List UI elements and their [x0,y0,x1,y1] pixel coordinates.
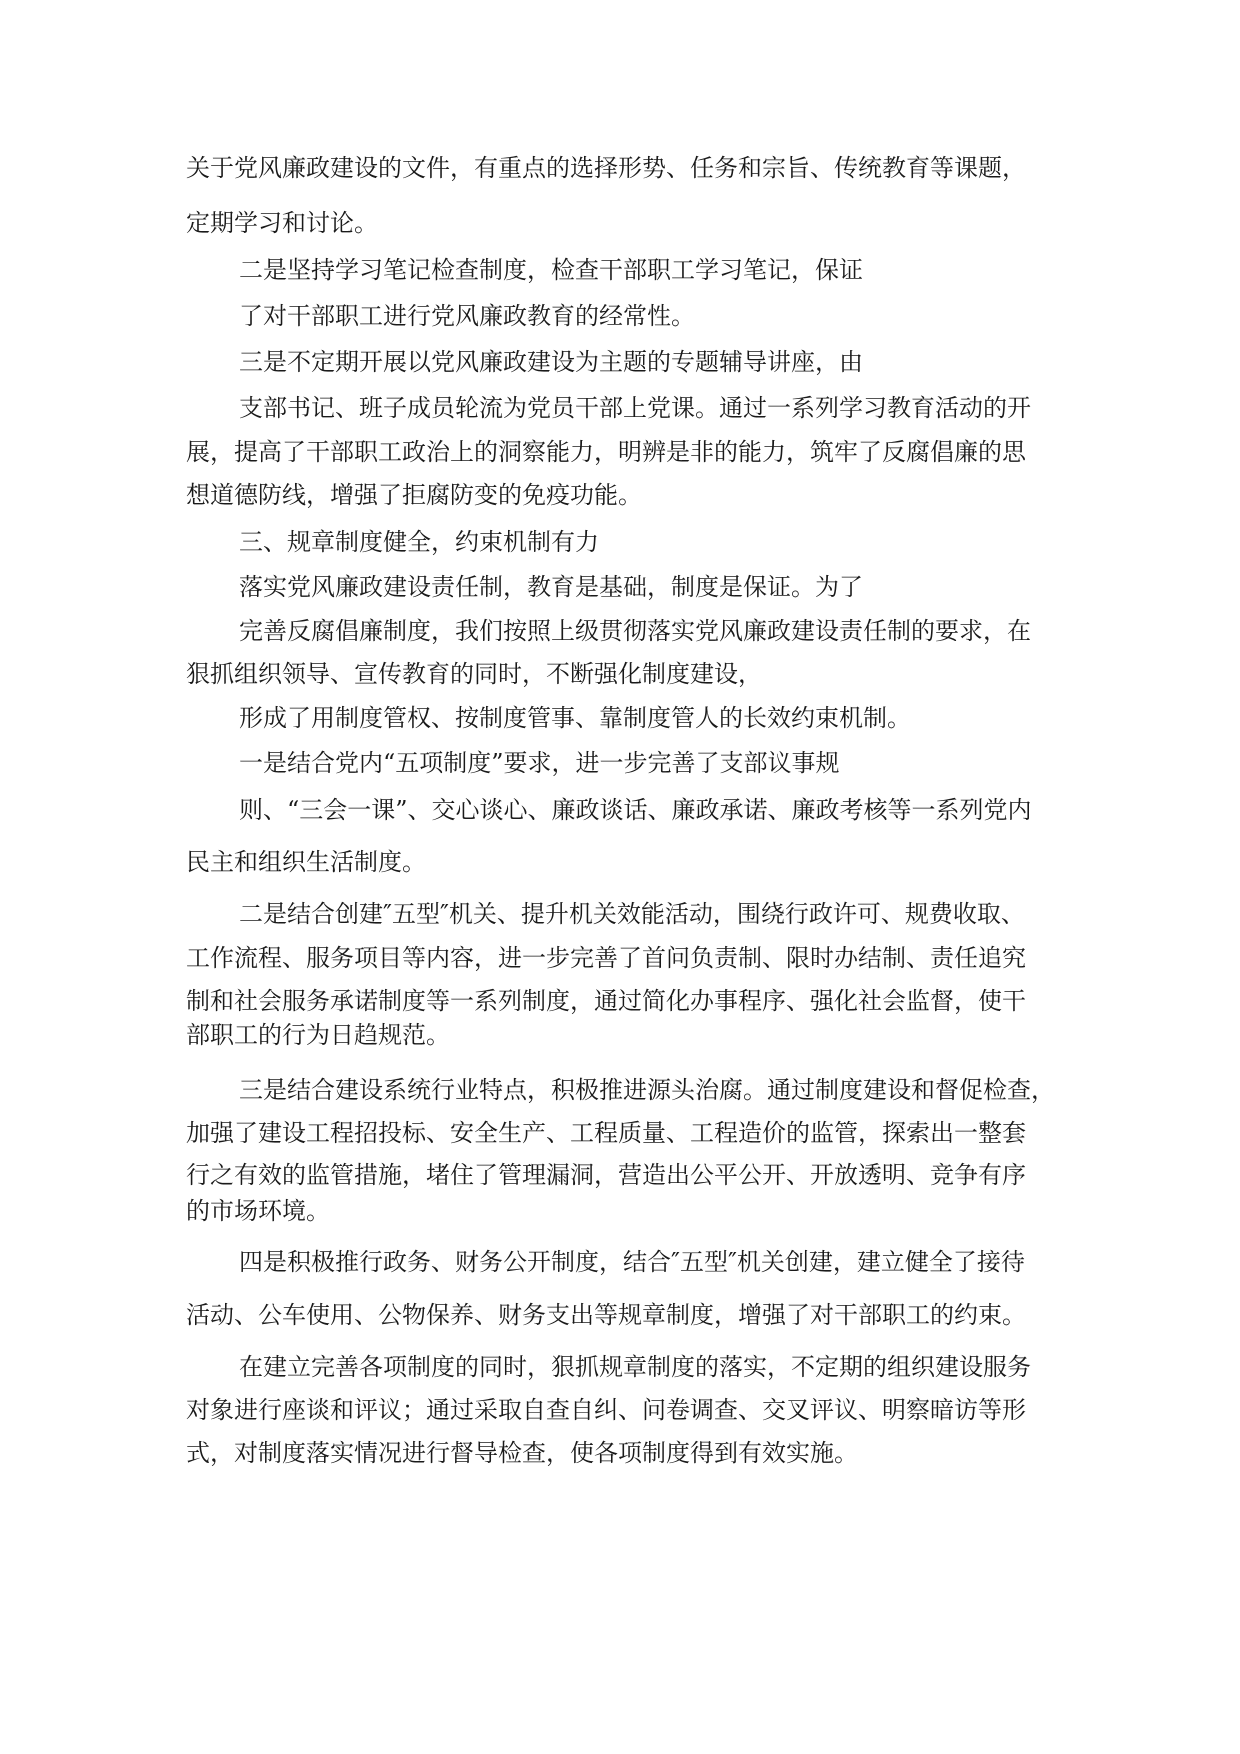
text-line: 制和社会服务承诺制度等一系列制度，通过简化办事程序、强化社会监督，使干 [186,987,1026,1015]
text-line: 部职工的行为日趋规范。 [186,1021,450,1049]
text-line: 完善反腐倡廉制度，我们按照上级贯彻落实党风廉政建设责任制的要求，在 [239,617,1031,645]
text-line: 式，对制度落实情况进行督导检查，使各项制度得到有效实施。 [186,1439,858,1467]
text-line: 二是坚持学习笔记检查制度，检查干部职工学习笔记，保证 [239,256,863,284]
text-line: 展，提高了干部职工政治上的洞察能力，明辨是非的能力，筑牢了反腐倡廉的思 [186,438,1026,466]
text-line: 狠抓组织领导、宣传教育的同时，不断强化制度建设， [186,660,762,688]
text-line: 支部书记、班子成员轮流为党员干部上党课。通过一系列学习教育活动的开 [239,394,1031,422]
text-line: 关于党风廉政建设的文件，有重点的选择形势、任务和宗旨、传统教育等课题， [186,154,1026,182]
text-line: 加强了建设工程招投标、安全生产、工程质量、工程造价的监管，探索出一整套 [186,1119,1026,1147]
text-line: 行之有效的监管措施，堵住了管理漏洞，营造出公平公开、开放透明、竞争有序 [186,1161,1026,1189]
text-line: 一是结合党内“五项制度”要求，进一步完善了支部议事规 [239,749,840,777]
text-line: 对象进行座谈和评议；通过采取自查自纠、问卷调查、交叉评议、明察暗访等形 [186,1396,1026,1424]
text-line: 想道德防线，增强了拒腐防变的免疫功能。 [186,481,642,509]
text-line: 工作流程、服务项目等内容，进一步完善了首问负责制、限时办结制、责任追究 [186,944,1026,972]
text-line: 的市场环境。 [186,1197,330,1225]
section-heading: 三、规章制度健全，约束机制有力 [239,528,599,556]
text-line: 定期学习和讨论。 [186,209,378,237]
text-line: 形成了用制度管权、按制度管事、靠制度管人的长效约束机制。 [239,704,911,732]
text-line: 三是不定期开展以党风廉政建设为主题的专题辅导讲座，由 [239,348,863,376]
text-line: 四是积极推行政务、财务公开制度，结合″五型″机关创建，建立健全了接待 [239,1248,1025,1276]
text-line: 活动、公车使用、公物保养、财务支出等规章制度，增强了对干部职工的约束。 [186,1301,1026,1329]
text-line: 落实党风廉政建设责任制，教育是基础，制度是保证。为了 [239,573,863,601]
text-line: 在建立完善各项制度的同时，狠抓规章制度的落实，不定期的组织建设服务 [239,1353,1031,1381]
text-line: 则、“三会一课”、交心谈心、廉政谈话、廉政承诺、廉政考核等一系列党内 [239,796,1032,824]
text-line: 二是结合创建″五型″机关、提升机关效能活动，围绕行政许可、规费收取、 [239,900,1025,928]
text-line: 民主和组织生活制度。 [186,848,426,876]
text-line: 三是结合建设系统行业特点，积极推进源头治腐。通过制度建设和督促检查， [239,1076,1055,1104]
text-line: 了对干部职工进行党风廉政教育的经常性。 [239,302,695,330]
